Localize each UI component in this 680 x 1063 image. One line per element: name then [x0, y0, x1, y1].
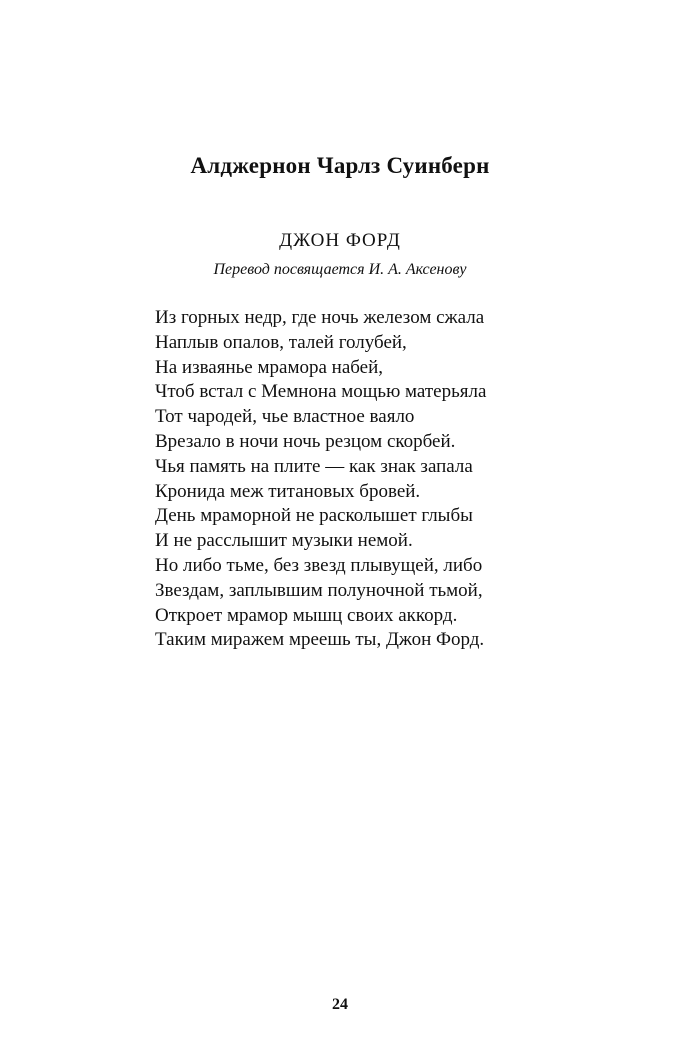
poem-line: Врезало в ночи ночь резцом скорбей. — [155, 430, 456, 452]
poem-line: Тот чародей, чье властное ваяло — [155, 406, 415, 428]
author-heading: Алджернон Чарлз Суинберн — [190, 153, 490, 178]
page-number: 24 — [332, 996, 348, 1013]
poem-line: Чья память на плите — как знак запала — [155, 455, 473, 477]
poem-line: Звездам, заплывшим полуночной тьмой, — [155, 579, 483, 601]
poem-line: Чтоб встал с Мемнона мощью матерьяла — [155, 381, 487, 403]
poem-dedication: Перевод посвящается И. А. Аксенову — [213, 261, 467, 278]
poem-line: На изваянье мрамора набей, — [155, 356, 384, 378]
poem-text — [155, 306, 486, 653]
poem-line: Откроет мрамор мышц своих аккорд. — [155, 604, 458, 626]
poem-line: И не расслышит музыки немой. — [155, 530, 413, 552]
poem-line: Но либо тьме, без звезд плывущей, либо — [155, 554, 483, 576]
poem-line: Наплыв опалов, талей голубей, — [155, 331, 407, 353]
poem-line: Кронида меж титановых бровей. — [155, 480, 421, 502]
poem-line: Таким миражем мреешь ты, Джон Форд. — [155, 629, 485, 651]
poem-line: Из горных недр, где ночь железом сжала — [155, 307, 485, 328]
poem-title: ДЖОН ФОРД — [279, 230, 401, 251]
poem-line: День мраморной не расколышет глыбы — [155, 505, 473, 527]
